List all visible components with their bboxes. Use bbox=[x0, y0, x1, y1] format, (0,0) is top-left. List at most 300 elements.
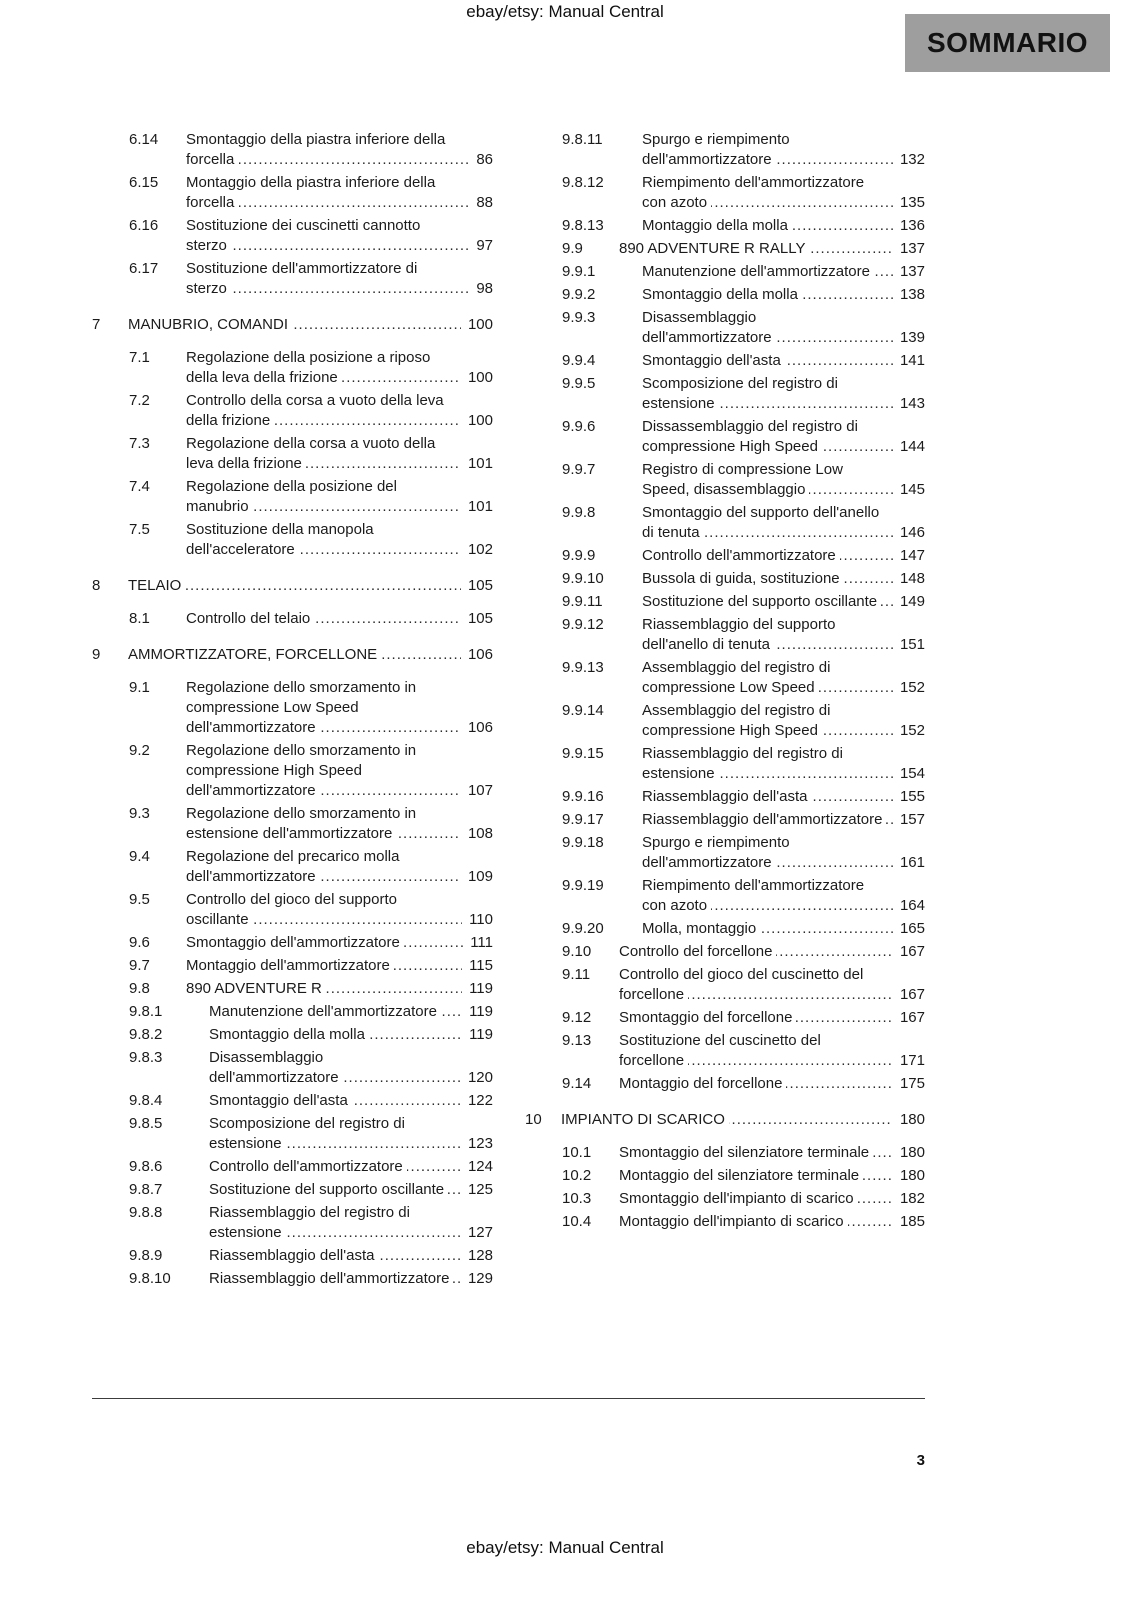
toc-entry-number: 9.9.17 bbox=[562, 811, 604, 828]
toc-entry bbox=[525, 833, 925, 873]
toc-entry-number: 9.8.11 bbox=[562, 131, 603, 148]
toc-entry-body bbox=[128, 645, 493, 665]
toc-entry bbox=[92, 956, 493, 976]
toc-entry-title: Regolazione della corsa a vuoto della leva della frizione bbox=[186, 435, 436, 472]
toc-entry-body bbox=[619, 1143, 925, 1163]
toc-entry-page: 109 bbox=[461, 867, 493, 887]
toc-entry-title: Registro di compressione Low Speed, disassemblaggio bbox=[642, 461, 843, 498]
toc-entry-number: 9.1 bbox=[129, 679, 150, 696]
toc-entry-body bbox=[186, 804, 493, 844]
toc-entry-body bbox=[186, 678, 493, 738]
toc-entry bbox=[525, 1143, 925, 1163]
toc-entry-body bbox=[619, 942, 925, 962]
toc-entry-number: 6.17 bbox=[129, 260, 159, 277]
toc-entry bbox=[525, 1074, 925, 1094]
toc-entry bbox=[92, 847, 493, 887]
toc-entry-title: Disassemblaggio dell'ammortizzatore bbox=[642, 309, 776, 346]
toc-entry-title: Sostituzione dell'ammortizzatore di sterzo bbox=[186, 260, 418, 297]
toc-entry-page: 136 bbox=[893, 216, 925, 236]
toc-entry-title: Riassemblaggio del registro di estensione bbox=[209, 1204, 410, 1241]
toc-entry-body bbox=[642, 658, 925, 698]
toc-entry bbox=[92, 1025, 493, 1045]
toc-entry-page: 124 bbox=[461, 1157, 493, 1177]
toc-entry-title: MANUBRIO, COMANDI bbox=[128, 316, 292, 333]
toc-entry-page: 107 bbox=[461, 781, 493, 801]
toc-entry-number: 9.8.4 bbox=[129, 1092, 163, 1109]
toc-entry-number: 7.4 bbox=[129, 478, 150, 495]
toc-entry-body bbox=[642, 876, 925, 916]
toc-entry-number: 9.9.14 bbox=[562, 702, 604, 719]
toc-entry-body bbox=[186, 216, 493, 256]
toc-entry bbox=[525, 658, 925, 698]
toc-column-left bbox=[92, 130, 493, 1292]
toc-entry-number: 7 bbox=[92, 316, 101, 333]
toc-entry bbox=[525, 569, 925, 589]
toc-chapter-entry bbox=[525, 1110, 925, 1130]
toc-entry-title: Riassemblaggio dell'ammortizzatore bbox=[642, 811, 886, 828]
toc-entry-page: 141 bbox=[893, 351, 925, 371]
toc-entry-body bbox=[561, 1110, 925, 1130]
toc-entry-number: 9.9.19 bbox=[562, 877, 604, 894]
toc-entry-title: Riassemblaggio dell'asta bbox=[209, 1247, 378, 1264]
toc-entry-page: 137 bbox=[893, 239, 925, 259]
toc-entry bbox=[92, 216, 493, 256]
toc-entry bbox=[92, 130, 493, 170]
toc-entry-page: 119 bbox=[462, 979, 493, 999]
toc-entry-number: 9.9.6 bbox=[562, 418, 596, 435]
toc-entry-page: 180 bbox=[893, 1143, 925, 1163]
toc-entry bbox=[92, 1180, 493, 1200]
toc-entry bbox=[92, 520, 493, 560]
toc-entry-number: 9.4 bbox=[129, 848, 150, 865]
toc-entry-body bbox=[186, 477, 493, 517]
toc-entry-title: Controllo del gioco del cuscinetto del forcellone bbox=[619, 966, 864, 1003]
toc-entry-page: 167 bbox=[893, 942, 925, 962]
toc-entry-title: Riassemblaggio del supporto dell'anello di tenuta bbox=[642, 616, 836, 653]
toc-entry bbox=[525, 239, 925, 259]
toc-entry-page: 137 bbox=[893, 262, 925, 282]
page-number: 3 bbox=[916, 1452, 925, 1469]
toc-entry-title: Riempimento dell'ammortizzatore con azoto bbox=[642, 174, 865, 211]
toc-entry-title: Manutenzione dell'ammortizzatore bbox=[642, 263, 874, 280]
toc-entry-title: Riassemblaggio dell'ammortizzatore bbox=[209, 1270, 453, 1287]
toc-entry-page: 123 bbox=[461, 1134, 493, 1154]
toc-entry-body bbox=[209, 1180, 493, 1200]
toc-entry-page: 167 bbox=[893, 1008, 925, 1028]
toc-entry bbox=[92, 1091, 493, 1111]
toc-entry bbox=[525, 546, 925, 566]
toc-entry bbox=[92, 1114, 493, 1154]
toc-entry bbox=[525, 216, 925, 236]
toc-entry-page: 105 bbox=[461, 576, 493, 596]
footer-brand-text: ebay/etsy: Manual Central bbox=[466, 1538, 664, 1557]
toc-entry-page: 88 bbox=[469, 193, 493, 213]
toc-entry-number: 9.12 bbox=[562, 1009, 592, 1026]
toc-entry-page: 167 bbox=[893, 985, 925, 1005]
toc-entry-number: 9.5 bbox=[129, 891, 150, 908]
toc-entry bbox=[92, 1002, 493, 1022]
toc-entry-body bbox=[186, 520, 493, 560]
toc-entry-number: 8.1 bbox=[129, 610, 150, 627]
toc-entry bbox=[525, 285, 925, 305]
toc-entry-title: Regolazione della posizione del manubrio bbox=[186, 478, 397, 515]
toc-entry-number: 9.9.13 bbox=[562, 659, 604, 676]
toc-entry-page: 120 bbox=[461, 1068, 493, 1088]
toc-entry bbox=[525, 308, 925, 348]
toc-entry-title: Montaggio dell'impianto di scarico bbox=[619, 1213, 848, 1230]
toc-entry bbox=[92, 348, 493, 388]
toc-entry-body bbox=[619, 239, 925, 259]
toc-entry-page: 148 bbox=[893, 569, 925, 589]
toc-entry-page: 143 bbox=[893, 394, 925, 414]
toc-entry bbox=[525, 374, 925, 414]
toc-entry-page: 152 bbox=[893, 678, 925, 698]
toc-entry-body bbox=[642, 460, 925, 500]
toc-entry-title: Smontaggio dell'asta bbox=[642, 352, 785, 369]
toc-entry-page: 101 bbox=[461, 454, 493, 474]
toc-entry-number: 10.1 bbox=[562, 1144, 592, 1161]
toc-entry-title: Manutenzione dell'ammortizzatore bbox=[209, 1003, 441, 1020]
toc-entry bbox=[92, 1246, 493, 1266]
toc-entry-title: Spurgo e riempimento dell'ammortizzatore bbox=[642, 131, 790, 168]
toc-entry bbox=[525, 787, 925, 807]
toc-entry-body bbox=[642, 615, 925, 655]
toc-entry-page: 161 bbox=[893, 853, 925, 873]
toc-entry bbox=[92, 933, 493, 953]
toc-entry-body bbox=[642, 308, 925, 348]
toc-entry-page: 122 bbox=[461, 1091, 493, 1111]
toc-entry-title: TELAIO bbox=[128, 577, 185, 594]
toc-entry-title: Montaggio della molla bbox=[642, 217, 792, 234]
toc-entry-number: 9.2 bbox=[129, 742, 150, 759]
toc-entry bbox=[525, 351, 925, 371]
toc-entry-number: 6.15 bbox=[129, 174, 159, 191]
toc-entry-number: 9.8.6 bbox=[129, 1158, 163, 1175]
toc-entry-body bbox=[642, 701, 925, 741]
toc-entry-page: 149 bbox=[893, 592, 925, 612]
toc-entry-title: IMPIANTO DI SCARICO bbox=[561, 1111, 729, 1128]
toc-entry-number: 9.8.2 bbox=[129, 1026, 163, 1043]
toc-entry-title: Controllo dell'ammortizzatore bbox=[209, 1158, 407, 1175]
toc-entry-title: Scomposizione del registro di estensione bbox=[642, 375, 838, 412]
toc-entry-page: 100 bbox=[461, 411, 493, 431]
toc-entry bbox=[92, 741, 493, 801]
toc-entry-title: Regolazione dello smorzamento in compressione High Speed dell'ammortizzatore bbox=[186, 742, 417, 799]
toc-entry-page: 146 bbox=[893, 523, 925, 543]
footer-divider bbox=[92, 1398, 925, 1399]
toc-entry-number: 9.9.10 bbox=[562, 570, 604, 587]
toc-entry-title: Controllo del forcellone bbox=[619, 943, 776, 960]
toc-entry-body bbox=[642, 285, 925, 305]
toc-entry-page: 115 bbox=[462, 956, 493, 976]
toc-entry-body bbox=[642, 216, 925, 236]
toc-entry bbox=[525, 592, 925, 612]
toc-entry-title: Controllo della corsa a vuoto della leva della frizione bbox=[186, 392, 444, 429]
toc-entry-body bbox=[642, 592, 925, 612]
toc-entry-body bbox=[128, 576, 493, 596]
toc-entry-body bbox=[642, 417, 925, 457]
toc-entry bbox=[525, 965, 925, 1005]
toc-entry-page: 154 bbox=[893, 764, 925, 784]
toc-entry-body bbox=[209, 1269, 493, 1289]
toc-entry-number: 9.14 bbox=[562, 1075, 592, 1092]
toc-entry-page: 151 bbox=[893, 635, 925, 655]
toc-entry-number: 9.8.7 bbox=[129, 1181, 163, 1198]
toc-entry-page: 127 bbox=[461, 1223, 493, 1243]
toc-entry-body bbox=[619, 1212, 925, 1232]
toc-entry-body bbox=[186, 979, 493, 999]
toc-entry-title: Smontaggio dell'asta bbox=[209, 1092, 352, 1109]
toc-entry-title: Controllo del gioco del supporto oscillante bbox=[186, 891, 397, 928]
toc-entry-body bbox=[209, 1203, 493, 1243]
toc-entry bbox=[525, 615, 925, 655]
toc-entry-body bbox=[186, 847, 493, 887]
toc-column-right bbox=[525, 130, 925, 1292]
toc-entry-body bbox=[642, 546, 925, 566]
toc-entry-title: AMMORTIZZATORE, FORCELLONE bbox=[128, 646, 381, 663]
toc-entry-title: Riassemblaggio del registro di estensione bbox=[642, 745, 843, 782]
toc-entry-number: 9.11 bbox=[562, 966, 591, 983]
toc-entry-title: 890 ADVENTURE R bbox=[186, 980, 326, 997]
toc-entry-title: Smontaggio del silenziatore terminale bbox=[619, 1144, 873, 1161]
toc-entry-body bbox=[642, 744, 925, 784]
toc-entry-page: 100 bbox=[461, 315, 493, 335]
toc-entry bbox=[525, 1189, 925, 1209]
toc-entry bbox=[92, 678, 493, 738]
toc-entry-number: 9.9.2 bbox=[562, 286, 596, 303]
toc-entry-page: 155 bbox=[893, 787, 925, 807]
toc-entry-body bbox=[209, 1025, 493, 1045]
toc-entry-page: 108 bbox=[461, 824, 493, 844]
toc-entry-title: Regolazione del precarico molla dell'ammortizzatore bbox=[186, 848, 400, 885]
toc-entry-title: Regolazione dello smorzamento in estensione dell'ammortizzatore bbox=[186, 805, 417, 842]
toc-entry-title: Controllo del telaio bbox=[186, 610, 314, 627]
toc-entry-number: 9.9.7 bbox=[562, 461, 596, 478]
toc-entry-title: Scomposizione del registro di estensione bbox=[209, 1115, 405, 1152]
toc-entry-body bbox=[209, 1157, 493, 1177]
toc-entry-title: Montaggio del silenziatore terminale bbox=[619, 1167, 863, 1184]
toc-entry-page: 100 bbox=[461, 368, 493, 388]
toc-entry-title: 890 ADVENTURE R RALLY bbox=[619, 240, 809, 257]
toc-entry-page: 110 bbox=[462, 910, 493, 930]
toc-entry-title: Controllo dell'ammortizzatore bbox=[642, 547, 840, 564]
toc-entry-number: 9.8.9 bbox=[129, 1247, 163, 1264]
toc-entry-body bbox=[186, 890, 493, 930]
toc-entry-number: 9.9.16 bbox=[562, 788, 604, 805]
toc-entry bbox=[525, 876, 925, 916]
toc-entry-number: 9.8 bbox=[129, 980, 150, 997]
toc-entry-number: 9.9.1 bbox=[562, 263, 596, 280]
toc-entry-body bbox=[186, 173, 493, 213]
toc-entry-number: 9.8.13 bbox=[562, 217, 604, 234]
toc-entry-title: Sostituzione del cuscinetto del forcellone bbox=[619, 1032, 821, 1069]
toc-entry-body bbox=[642, 130, 925, 170]
toc-entry-title: Assemblaggio del registro di compressione High Speed bbox=[642, 702, 831, 739]
toc-entry-title: Smontaggio della molla bbox=[642, 286, 802, 303]
toc-entry bbox=[92, 173, 493, 213]
toc-entry-title: Smontaggio dell'impianto di scarico bbox=[619, 1190, 858, 1207]
toc-entry-page: 128 bbox=[461, 1246, 493, 1266]
toc-entry-body bbox=[642, 173, 925, 213]
toc-entry-body bbox=[619, 1008, 925, 1028]
toc-entry-title: Assemblaggio del registro di compressione Low Speed bbox=[642, 659, 831, 696]
toc-chapter-entry bbox=[92, 645, 493, 665]
toc-entry-number: 9.8.1 bbox=[129, 1003, 163, 1020]
toc-entry-page: 97 bbox=[469, 236, 493, 256]
toc-entry-page: 180 bbox=[893, 1166, 925, 1186]
toc-entry bbox=[525, 1212, 925, 1232]
toc-entry-page: 106 bbox=[461, 645, 493, 665]
toc-entry-title: Disassemblaggio dell'ammortizzatore bbox=[209, 1049, 343, 1086]
toc-entry-body bbox=[642, 787, 925, 807]
toc-entry-page: 139 bbox=[893, 328, 925, 348]
toc-entry-number: 7.3 bbox=[129, 435, 150, 452]
toc-entry-number: 9.8.3 bbox=[129, 1049, 163, 1066]
toc-entry-body bbox=[186, 609, 493, 629]
toc-chapter-entry bbox=[92, 576, 493, 596]
toc-entry-body bbox=[186, 348, 493, 388]
toc-entry bbox=[92, 804, 493, 844]
toc-entry-page: 135 bbox=[893, 193, 925, 213]
toc-entry bbox=[525, 173, 925, 213]
toc-entry-title: Smontaggio della piastra inferiore della forcella bbox=[186, 131, 446, 168]
toc-entry bbox=[525, 744, 925, 784]
toc-entry-title: Riassemblaggio dell'asta bbox=[642, 788, 811, 805]
toc-entry-title: Sostituzione del supporto oscillante bbox=[209, 1181, 448, 1198]
toc-entry-page: 138 bbox=[893, 285, 925, 305]
toc-entry bbox=[525, 130, 925, 170]
toc-entry-title: Smontaggio dell'ammortizzatore bbox=[186, 934, 404, 951]
toc-entry-number: 9.9.15 bbox=[562, 745, 604, 762]
toc-entry-page: 171 bbox=[893, 1051, 925, 1071]
toc-entry bbox=[525, 942, 925, 962]
toc-entry-body bbox=[642, 503, 925, 543]
toc-entry-number: 10.3 bbox=[562, 1190, 592, 1207]
toc-entry-page: 98 bbox=[469, 279, 493, 299]
toc-entry-body bbox=[619, 965, 925, 1005]
toc-entry-body bbox=[186, 956, 493, 976]
toc-entry-body bbox=[642, 833, 925, 873]
toc-entry-body bbox=[186, 259, 493, 299]
toc-entry-number: 9 bbox=[92, 646, 101, 663]
toc-entry-body bbox=[642, 919, 925, 939]
toc-entry-body bbox=[209, 1114, 493, 1154]
sommario-banner bbox=[905, 14, 1110, 72]
toc-entry bbox=[525, 1166, 925, 1186]
toc-entry-body bbox=[209, 1091, 493, 1111]
toc-entry bbox=[92, 1269, 493, 1289]
toc-entry-body bbox=[642, 569, 925, 589]
toc-entry bbox=[525, 1031, 925, 1071]
toc-entry-body bbox=[128, 315, 493, 335]
toc-entry-page: 144 bbox=[893, 437, 925, 457]
toc-entry-page: 182 bbox=[893, 1189, 925, 1209]
toc-entry-number: 9.13 bbox=[562, 1032, 592, 1049]
toc-entry bbox=[525, 460, 925, 500]
toc-entry-body bbox=[642, 351, 925, 371]
toc-entry-title: Sostituzione del supporto oscillante bbox=[642, 593, 881, 610]
toc-entry-number: 9.9 bbox=[562, 240, 583, 257]
toc-entry-page: 129 bbox=[461, 1269, 493, 1289]
toc-entry-title: Regolazione della posizione a riposo della leva della frizione bbox=[186, 349, 431, 386]
toc-entry-number: 7.5 bbox=[129, 521, 150, 538]
toc-entry bbox=[92, 259, 493, 299]
toc-entry-number: 9.9.5 bbox=[562, 375, 596, 392]
toc-entry-page: 180 bbox=[893, 1110, 925, 1130]
toc-entry-number: 6.16 bbox=[129, 217, 159, 234]
toc-entry-number: 9.8.8 bbox=[129, 1204, 163, 1221]
toc-entry-number: 9.8.12 bbox=[562, 174, 604, 191]
toc-entry-page: 101 bbox=[461, 497, 493, 517]
toc-entry-number: 7.1 bbox=[129, 349, 150, 366]
toc-entry-number: 9.6 bbox=[129, 934, 150, 951]
toc-entry-number: 9.9.12 bbox=[562, 616, 604, 633]
toc-entry bbox=[92, 391, 493, 431]
toc-entry-page: 111 bbox=[463, 933, 493, 953]
toc-entry-number: 6.14 bbox=[129, 131, 159, 148]
toc-entry-body bbox=[619, 1189, 925, 1209]
toc-entry-title: Smontaggio del forcellone bbox=[619, 1009, 796, 1026]
toc-entry-page: 164 bbox=[893, 896, 925, 916]
toc-entry-title: Riempimento dell'ammortizzatore con azoto bbox=[642, 877, 865, 914]
toc-entry-number: 10.4 bbox=[562, 1213, 592, 1230]
toc-entry bbox=[525, 701, 925, 741]
toc-entry-page: 102 bbox=[461, 540, 493, 560]
toc-entry-title: Bussola di guida, sostituzione bbox=[642, 570, 844, 587]
toc-entry-page: 175 bbox=[893, 1074, 925, 1094]
toc-entry bbox=[92, 979, 493, 999]
toc-entry bbox=[92, 1048, 493, 1088]
toc-entry-body bbox=[619, 1031, 925, 1071]
toc-entry-body bbox=[186, 741, 493, 801]
toc-entry-title: Smontaggio della molla bbox=[209, 1026, 369, 1043]
toc-entry-page: 145 bbox=[893, 480, 925, 500]
toc-entry-number: 9.9.9 bbox=[562, 547, 596, 564]
toc-entry bbox=[525, 810, 925, 830]
toc-entry-page: 106 bbox=[461, 718, 493, 738]
toc-entry-body bbox=[209, 1048, 493, 1088]
toc-entry bbox=[92, 477, 493, 517]
toc-entry-body bbox=[186, 933, 493, 953]
toc-entry-number: 8 bbox=[92, 577, 101, 594]
toc-entry-title: Sostituzione dei cuscinetti cannotto sterzo bbox=[186, 217, 421, 254]
toc-entry-body bbox=[642, 374, 925, 414]
toc-entry-page: 132 bbox=[893, 150, 925, 170]
toc-entry-title: Spurgo e riempimento dell'ammortizzatore bbox=[642, 834, 790, 871]
toc-entry-page: 152 bbox=[893, 721, 925, 741]
toc-entry-page: 86 bbox=[469, 150, 493, 170]
toc-entry-title: Montaggio della piastra inferiore della forcella bbox=[186, 174, 436, 211]
toc-entry bbox=[525, 262, 925, 282]
toc-entry-number: 9.9.20 bbox=[562, 920, 604, 937]
toc-entry bbox=[92, 890, 493, 930]
toc-entry-number: 9.3 bbox=[129, 805, 150, 822]
toc-entry-body bbox=[209, 1002, 493, 1022]
toc-chapter-entry bbox=[92, 315, 493, 335]
toc-entry-number: 9.7 bbox=[129, 957, 150, 974]
toc-entry bbox=[525, 1008, 925, 1028]
toc-entry bbox=[92, 1203, 493, 1243]
toc-entry-page: 125 bbox=[461, 1180, 493, 1200]
toc-entry bbox=[92, 609, 493, 629]
toc-entry-title: Molla, montaggio bbox=[642, 920, 760, 937]
toc-entry-body bbox=[186, 130, 493, 170]
toc-entry-number: 9.8.5 bbox=[129, 1115, 163, 1132]
toc-entry bbox=[525, 503, 925, 543]
toc-entry-number: 7.2 bbox=[129, 392, 150, 409]
toc-entry-body bbox=[209, 1246, 493, 1266]
toc-entry-page: 105 bbox=[461, 609, 493, 629]
